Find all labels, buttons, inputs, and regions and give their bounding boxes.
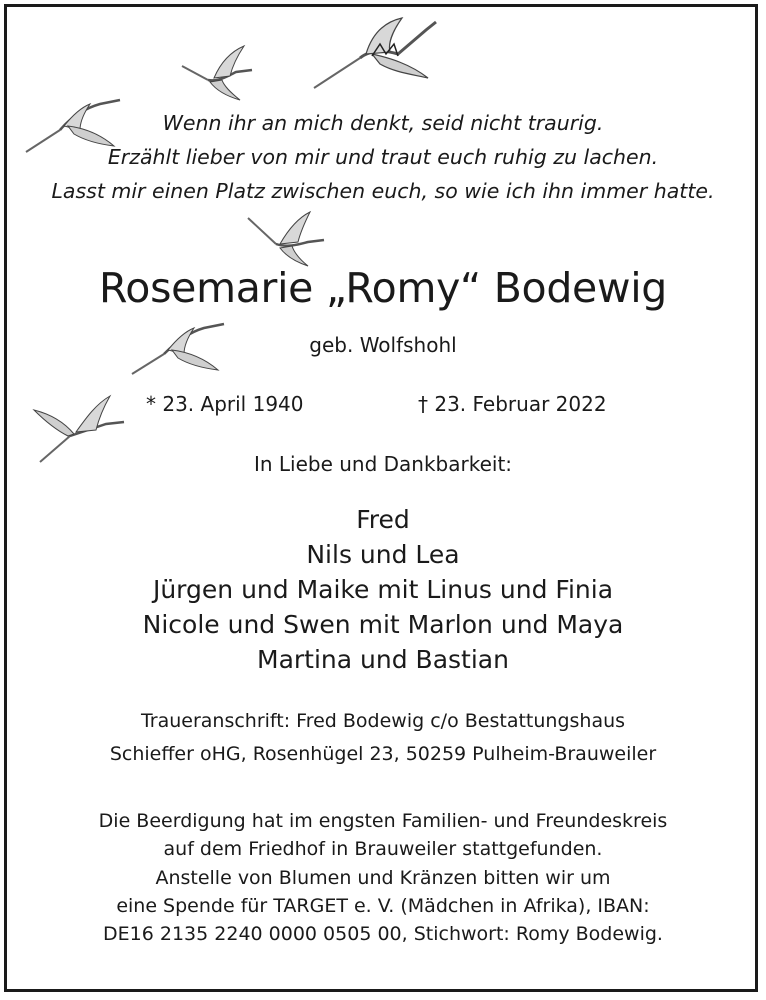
notes-line: eine Spende für TARGET e. V. (Mädchen in Afrika), IBAN: (116, 894, 650, 917)
funeral-notes (0, 807, 766, 948)
notes-line: Die Beerdigung hat im engsten Familien- und Freundeskreis (98, 810, 668, 832)
thanks-line: In Liebe und Dankbarkeit: (253, 452, 513, 476)
crane-bird-icon (310, 14, 440, 94)
mourner-line: Martina und Bastian (257, 645, 509, 674)
deceased-name: Rosemarie „Romy“ Bodewig (98, 264, 668, 312)
address-line: Traueranschrift: Fred Bodewig c/o Bestattungshaus (140, 710, 626, 732)
notes-line: auf dem Friedhof in Brauweiler stattgefunden. (163, 838, 603, 861)
mourners-list (0, 502, 766, 677)
mourning-address (0, 705, 766, 771)
address-line: Schieffer oHG, Rosenhügel 23, 50259 Pulheim-Brauweiler (109, 743, 657, 765)
mourner-line: Fred (356, 505, 410, 534)
mourner-line: Nicole und Swen mit Marlon und Maya (142, 610, 624, 639)
mourner-line: Jürgen und Maike mit Linus und Finia (152, 575, 614, 604)
death-date: † 23. Februar 2022 (418, 392, 607, 416)
crane-bird-icon (180, 44, 256, 104)
poem-line: Lasst mir einen Platz zwischen euch, so wie ich ihn immer hatte. (51, 179, 715, 203)
notes-line: DE16 2135 2240 0000 0505 00, Stichwort: Romy Bodewig. (103, 923, 663, 946)
poem-line: Wenn ihr an mich denkt, seid nicht traurig. (162, 111, 604, 135)
maiden-name: geb. Wolfshohl (309, 333, 457, 357)
mourner-line: Nils und Lea (306, 540, 460, 569)
poem (0, 106, 766, 208)
crane-bird-icon (246, 208, 326, 270)
notes-line: Anstelle von Blumen und Kränzen bitten wir um (155, 866, 611, 889)
poem-line: Erzählt lieber von mir und traut euch ruhig zu lachen. (107, 145, 659, 169)
birth-date: * 23. April 1940 (146, 392, 304, 416)
